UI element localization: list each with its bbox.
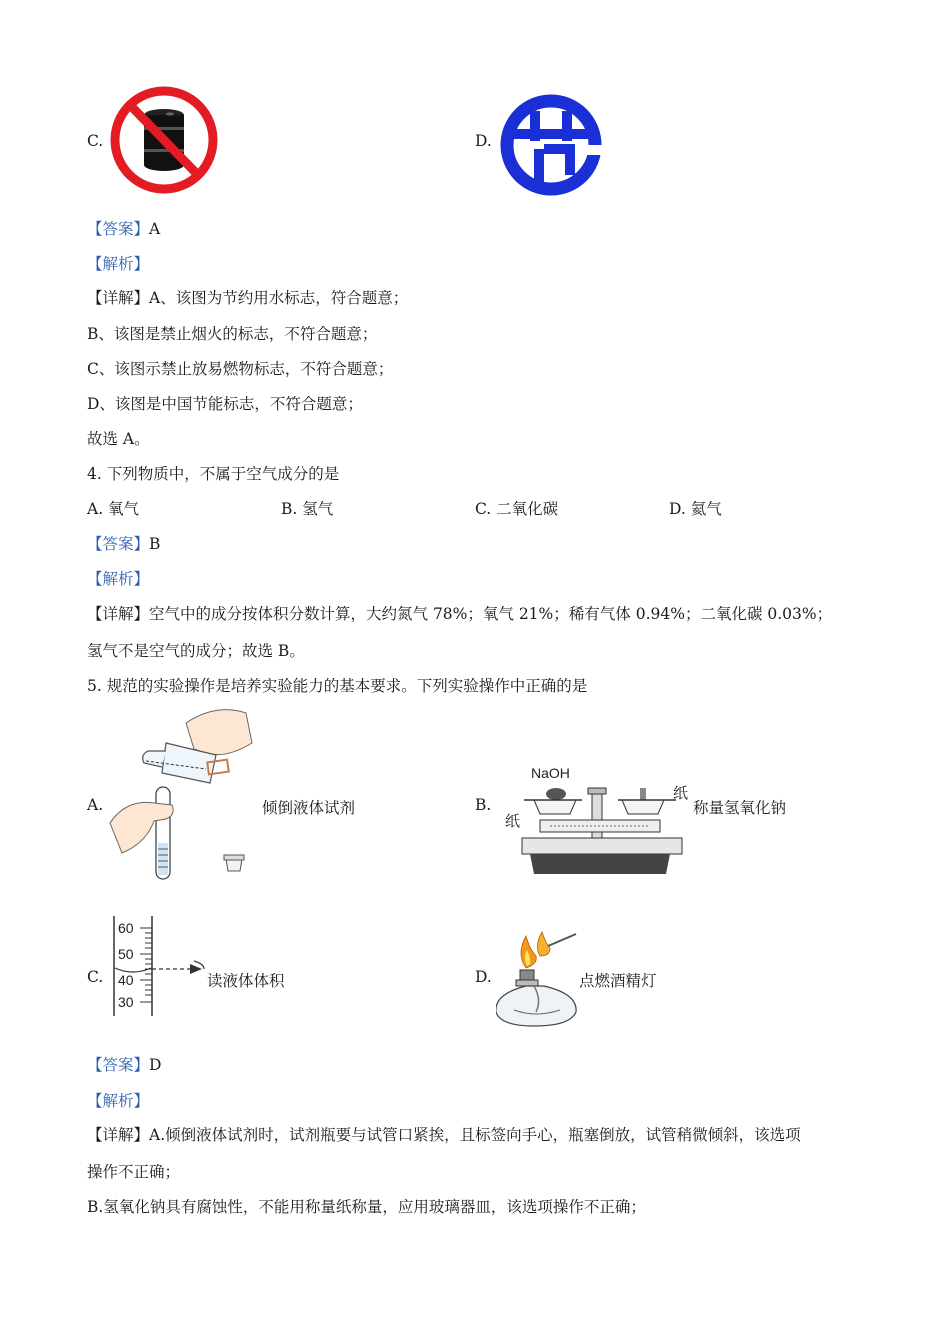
q4-option-d: D. 氦气 (669, 500, 722, 518)
tick-label-40: 40 (118, 972, 134, 988)
q3-answer-line (87, 217, 160, 239)
q4-option-a: A. 氧气 (87, 500, 140, 518)
q5-option-d-caption: 点燃酒精灯 (579, 972, 657, 990)
q5-option-a-label: A. (87, 796, 104, 814)
answer-tag: 【答案】 (87, 535, 150, 553)
q5-detail-line3: B.氢氧化钠具有腐蚀性，不能用称量纸称量，应用玻璃器皿，该选项操作不正确； (87, 1198, 646, 1216)
q5-option-a-caption: 倾倒液体试剂 (262, 799, 356, 817)
pouring-liquid-figure (106, 703, 256, 883)
q5-stem: 5. 规范的实验操作是培养实验能力的基本要求。下列实验操作中正确的是 (87, 677, 588, 695)
q3-option-c-label: C. (87, 132, 104, 150)
paper-label-right: 纸 (673, 786, 689, 802)
q5-option-c-caption: 读液体体积 (207, 972, 285, 990)
eye-icon (190, 964, 202, 974)
naoh-label: NaOH (531, 765, 570, 781)
q5-option-c-label: C. (87, 968, 104, 986)
paper-label-left: 纸 (505, 814, 521, 830)
no-flammables-sign-icon (106, 83, 222, 197)
q4-detail-line2: 氢气不是空气的成分；故选 B。 (87, 642, 305, 660)
detail-tag: 【详解】 (87, 1126, 150, 1144)
q5-detail-line2: 操作不正确； (87, 1163, 181, 1181)
answer-value: A (149, 220, 161, 238)
q4-answer-line (87, 532, 160, 554)
q4-stem: 4. 下列物质中，不属于空气成分的是 (87, 465, 340, 483)
answer-tag: 【答案】 (87, 1056, 150, 1074)
q4-option-c: C. 二氧化碳 (475, 500, 559, 518)
answer-tag: 【答案】 (87, 220, 150, 238)
q5-detail-line1 (87, 1123, 801, 1145)
q3-detail-c: C、该图示禁止放易燃物标志，不符合题意； (87, 360, 394, 378)
q3-detail-d: D、该图是中国节能标志，不符合题意； (87, 395, 363, 413)
detail-text: A.倾倒液体试剂时，试剂瓶要与试管口紧挨，且标签向手心，瓶塞倒放，试管稍微倾斜，该选项 (149, 1126, 801, 1144)
q3-analysis-tag: 【解析】 (87, 255, 150, 273)
q5-analysis-tag: 【解析】 (87, 1092, 150, 1110)
detail-tag: 【详解】 (87, 605, 150, 623)
balance-weighing-figure (500, 758, 695, 880)
q4-option-b: B. 氢气 (281, 500, 334, 518)
q5-option-b-label: B. (475, 796, 492, 814)
q3-conclusion: 故选 A。 (87, 430, 150, 448)
q3-detail-b: B、该图是禁止烟火的标志，不符合题意； (87, 325, 378, 343)
detail-tag: 【详解】 (87, 289, 150, 307)
q5-option-d-label: D. (475, 968, 492, 986)
q4-detail-line1 (87, 602, 832, 624)
detail-text: 空气中的成分按体积分数计算，大约氮气 78%；氧气 21%；稀有气体 0.94%；二氧化碳 0.03%； (149, 605, 833, 623)
q3-detail-line (87, 286, 408, 308)
q4-analysis-tag: 【解析】 (87, 570, 150, 588)
china-energy-saving-sign-icon (500, 93, 602, 197)
alcohol-lamp-figure (496, 928, 578, 1030)
detail-text: A、该图为节约用水标志，符合题意； (149, 289, 409, 307)
q5-answer-line (87, 1053, 161, 1075)
answer-value: D (149, 1056, 162, 1074)
tick-label-30: 30 (118, 994, 134, 1010)
answer-value: B (149, 535, 161, 553)
graduated-cylinder-figure (108, 914, 210, 1018)
q5-option-b-caption: 称量氢氧化钠 (693, 799, 787, 817)
tick-label-60: 60 (118, 920, 134, 936)
tick-label-50: 50 (118, 946, 134, 962)
q3-option-d-label: D. (475, 132, 492, 150)
